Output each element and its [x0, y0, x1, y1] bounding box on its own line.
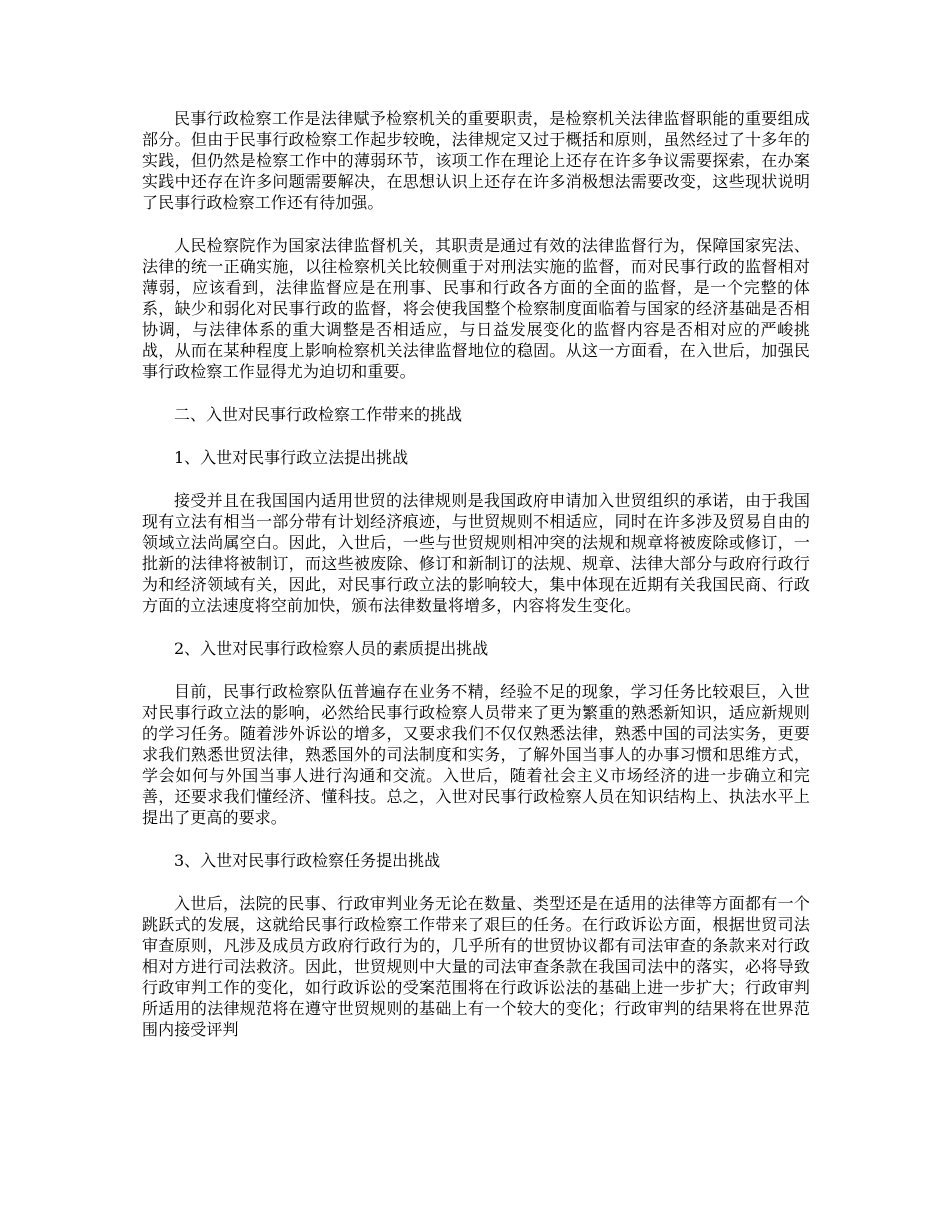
document-body [142, 108, 810, 1062]
paragraph-procuratorate-role: 人民检察院作为国家法律监督机关，其职责是通过有效的法律监督行为，保障国家宪法、法律的统一正确实施，以往检察机关比较侧重于对刑法实施的监督，而对民事行政的监督相对薄弱，应该看到，法律监督应是在刑事、民事和行政各方面的全面的监督，是一个完整的体系，缺少和弱化对民事行政的监督，将会使我国整个检察制度面临着与国家的经济基础是否相协调，与法律体系的重大调整是否相适应，与日益发展变化的监督内容是否相对应的严峻挑战，从而在某种程度上影响检察机关法律监督地位的稳固。从这一方面看，在入世后，加强民事行政检察工作显得尤为迫切和重要。 [142, 236, 810, 381]
paragraph-personnel: 目前，民事行政检察队伍普遍存在业务不精，经验不足的现象，学习任务比较艰巨，入世对民事行政立法的影响，必然给民事行政检察人员带来了更为繁重的熟悉新知识，适应新规则的学习任务。随着涉外诉讼的增多，又要求我们不仅仅熟悉法律，熟悉中国的司法实务，更要求我们熟悉世贸法律，熟悉国外的司法制度和实务，了解外国当事人的办事习惯和思维方式，学会如何与外国当事人进行沟通和交流。入世后，随着社会主义市场经济的进一步确立和完善，还要求我们懂经济、懂科技。总之，入世对民事行政检察人员在知识结构上、执法水平上提出了更高的要求。 [142, 682, 810, 827]
paragraph-legislation: 接受并且在我国国内适用世贸的法律规则是我国政府申请加入世贸组织的承诺，由于我国现有立法有相当一部分带有计划经济痕迹，与世贸规则不相适应，同时在许多涉及贸易自由的领域立法尚属空白。因此，入世后，一些与世贸规则相冲突的法规和规章将被废除或修订，一批新的法律将被制订，而这些被废除、修订和新制订的法规、规章、法律大部分与政府行政行为和经济领域有关，因此，对民事行政立法的影响较大，集中体现在近期有关我国民商、行政方面的立法速度将空前加快，颁布法律数量将增多，内容将发生变化。 [142, 491, 810, 615]
section-heading-challenges: 二、入世对民事行政检察工作带来的挑战 [174, 405, 463, 424]
paragraph-tasks: 入世后，法院的民事、行政审判业务无论在数量、类型还是在适用的法律等方面都有一个跳跃式的发展，这就给民事行政检察工作带来了艰巨的任务。在行政诉讼方面，根据世贸司法审查原则，凡涉及成员方政府行政行为的，几乎所有的世贸协议都有司法审查的条款来对行政相对方进行司法救济。因此，世贸规则中大量的司法审查条款在我国司法中的落实，必将导致行政审判工作的变化，如行政诉讼的受案范围将在行政诉讼法的基础上进一步扩大；行政审判所适用的法律规范将在遵守世贸规则的基础上有一个较大的变化；行政审判的结果将在世界范围内接受评判 [142, 894, 810, 1039]
subheading-tasks: 3、入世对民事行政检察任务提出挑战 [174, 851, 441, 870]
subheading-legislation: 1、入世对民事行政立法提出挑战 [174, 448, 409, 467]
subheading-personnel: 2、入世对民事行政检察人员的素质提出挑战 [174, 639, 489, 658]
paragraph-intro: 民事行政检察工作是法律赋予检察机关的重要职责，是检察机关法律监督职能的重要组成部分。但由于民事行政检察工作起步较晚，法律规定又过于概括和原则，虽然经过了十多年的实践，但仍然是检察工作中的薄弱环节，该项工作在理论上还存在许多争议需要探索，在办案实践中还存在许多问题需要解决，在思想认识上还存在许多消极想法需要改变，这些现状说明了民事行政检察工作还有待加强。 [142, 109, 810, 212]
